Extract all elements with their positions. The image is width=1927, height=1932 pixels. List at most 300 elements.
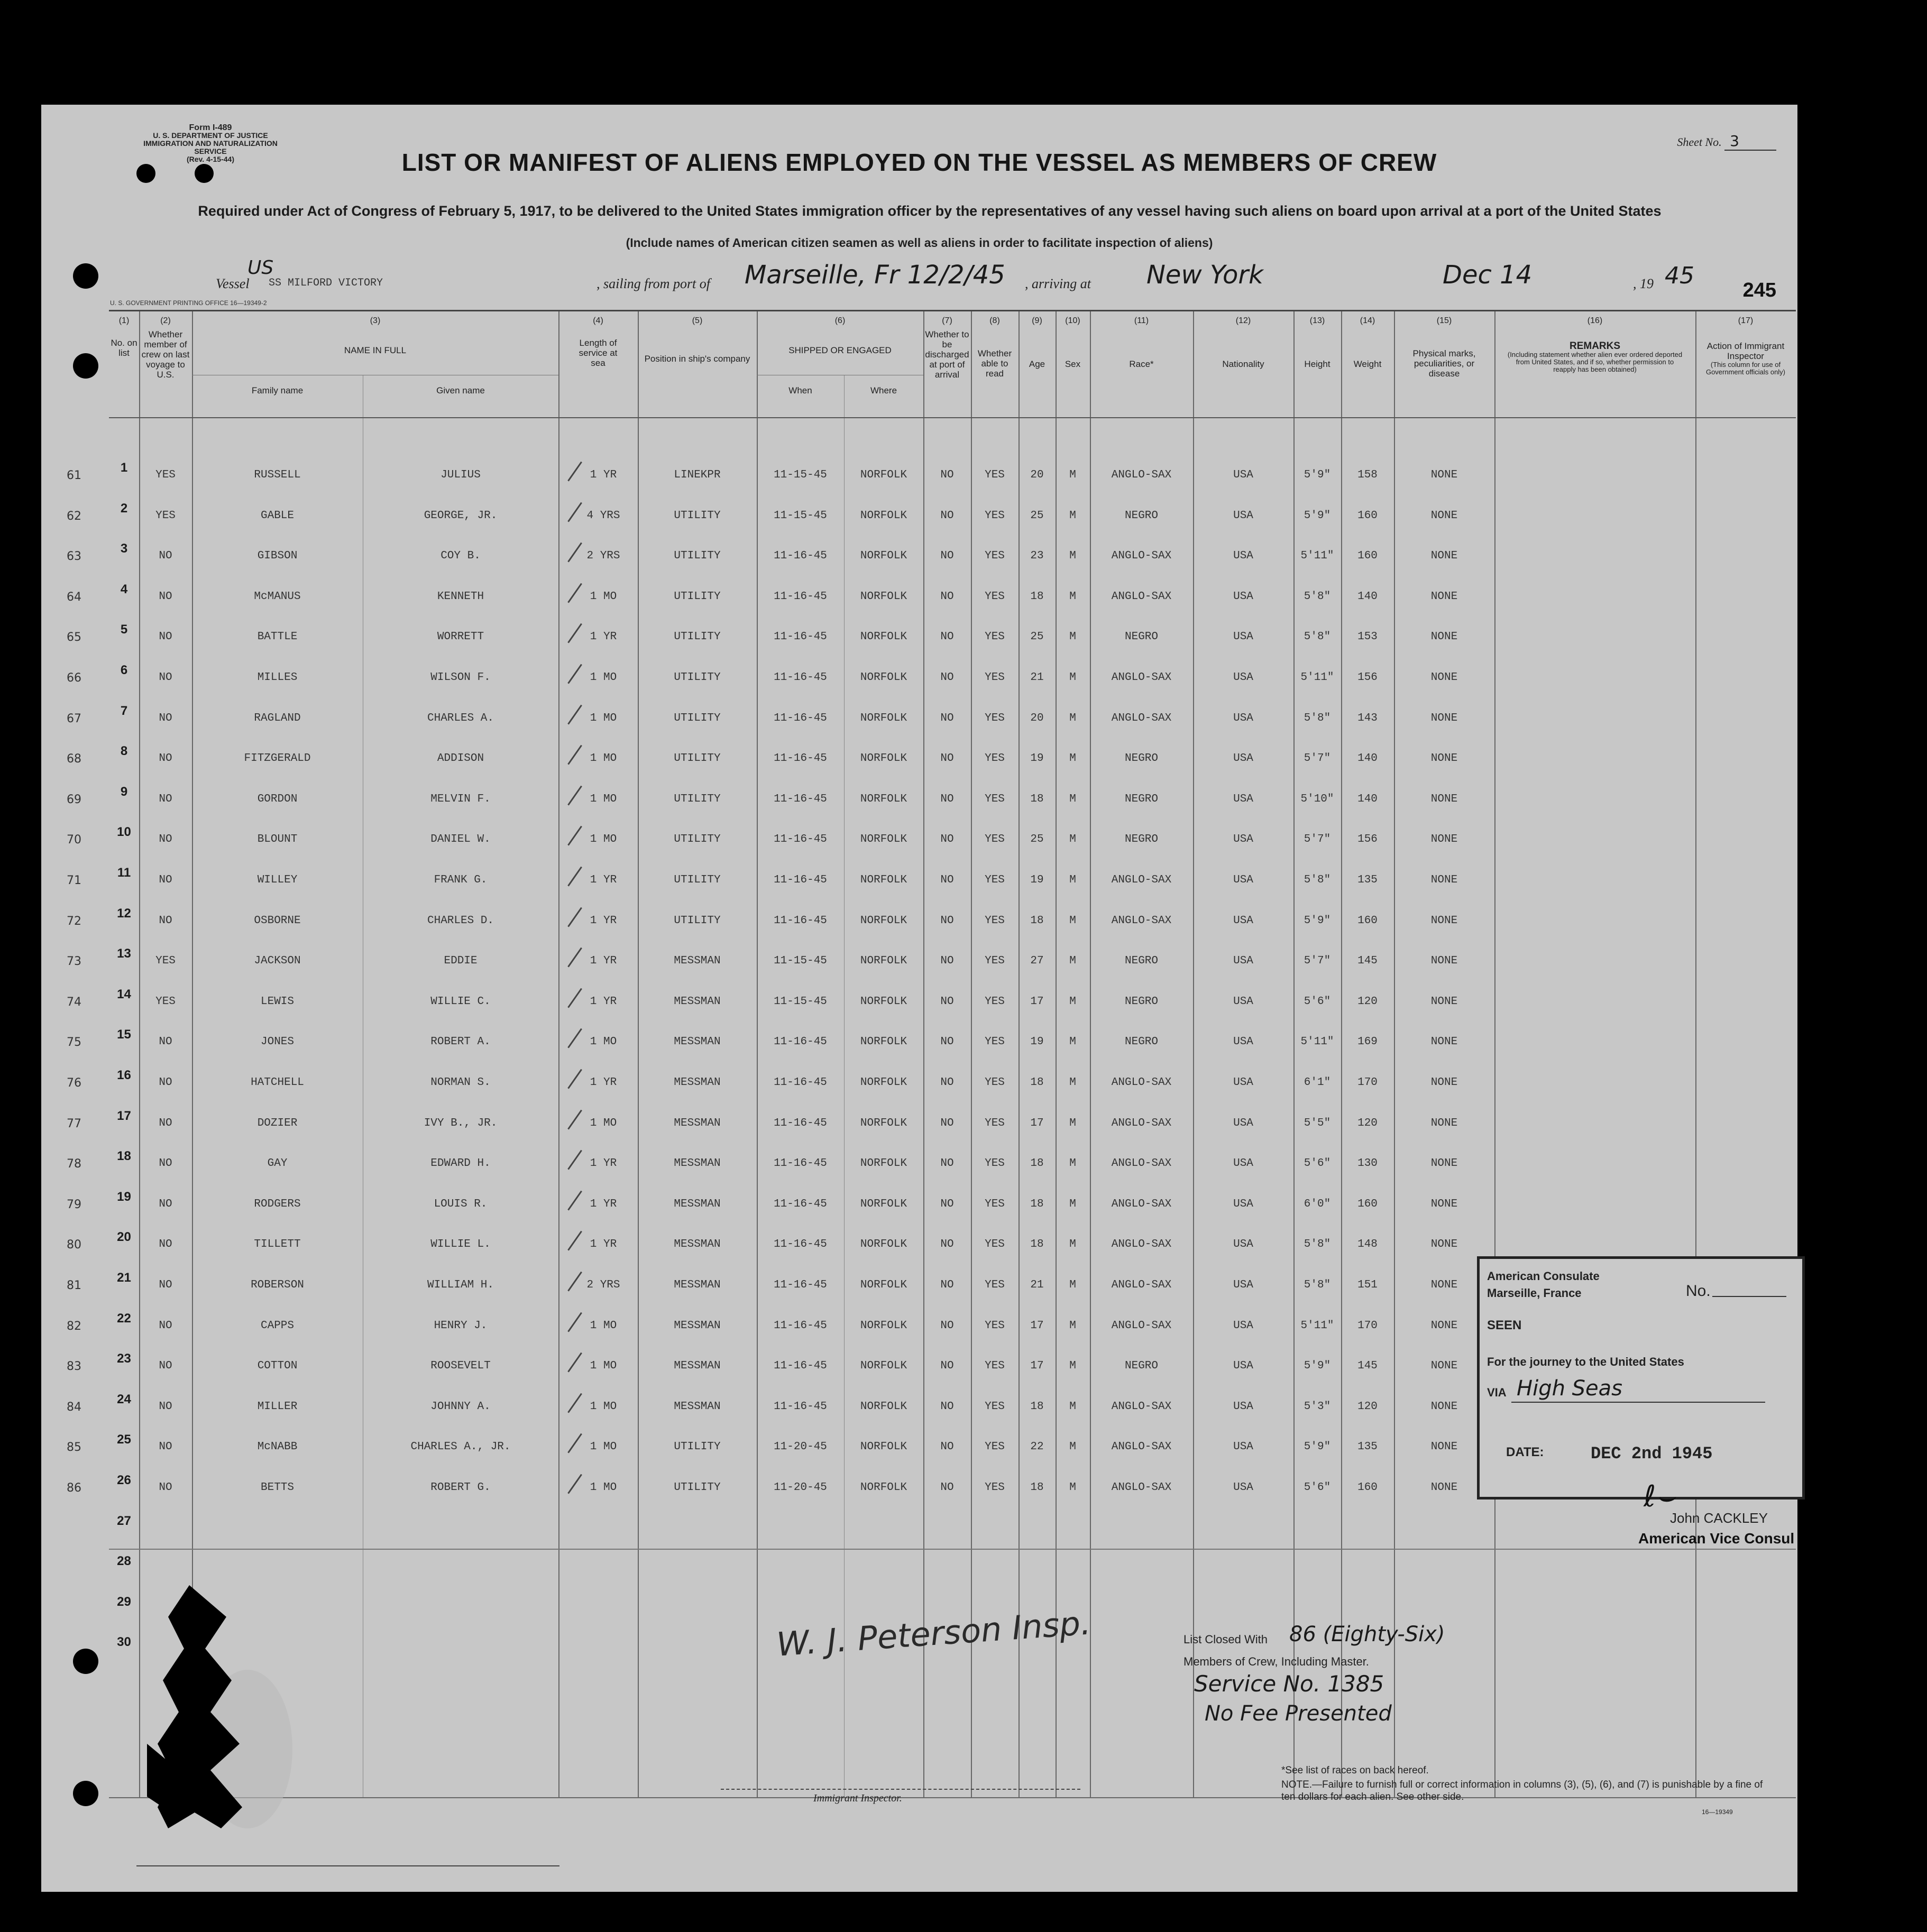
fee-note: No Fee Presented [1205, 1701, 1392, 1726]
header-age: Age [1029, 359, 1045, 369]
cell-no: 13 [117, 946, 131, 961]
table-row [67, 1189, 1796, 1213]
cell-weight: 156 [1357, 671, 1378, 684]
cell-sex: M [1069, 1077, 1076, 1089]
cell-position: UTILITY [674, 1441, 721, 1453]
cell-sex: M [1069, 752, 1076, 765]
cell-when: 11-16-45 [774, 1157, 827, 1170]
header-weight: Weight [1353, 359, 1382, 369]
cell-family: HATCHELL [251, 1077, 304, 1089]
cell-prev: NO [159, 1157, 172, 1170]
cell-when: 11-16-45 [774, 752, 827, 765]
cell-when: 11-16-45 [774, 671, 827, 684]
cell-no: 20 [117, 1230, 131, 1245]
cell-when: 11-15-45 [774, 469, 827, 481]
cell-prev: NO [159, 914, 172, 927]
cell-where: NORFOLK [860, 590, 907, 603]
arriving-label: , arriving at [1025, 276, 1091, 291]
cell-service: 1 MO [590, 1117, 617, 1129]
cell-given: DANIEL W. [430, 833, 491, 846]
cell-no: 27 [117, 1513, 131, 1528]
cell-position: MESSMAN [674, 1238, 721, 1251]
cell-race: NEGRO [1124, 631, 1158, 643]
cell-marks: NONE [1430, 1077, 1458, 1089]
cell-age: 19 [1030, 752, 1044, 765]
cell-race: ANGLO-SAX [1111, 469, 1172, 481]
cell-no: 23 [117, 1351, 131, 1366]
col-num: (6) [834, 316, 846, 325]
cell-weight: 145 [1357, 1360, 1378, 1373]
cell-height: 5'6" [1304, 1482, 1331, 1494]
cell-where: NORFOLK [860, 1360, 907, 1373]
cell-service: 1 YR [590, 874, 617, 886]
table-row [67, 784, 1796, 808]
header-remarks-note: (Including statement whether alien ever ordered deported from United States, and if so, whether permission to reapply has been obtained) [1507, 351, 1683, 373]
cell-nat: USA [1233, 1279, 1253, 1291]
cell-when: 11-16-45 [774, 712, 827, 724]
cell-height: 5'3" [1304, 1400, 1331, 1413]
cell-sex: M [1069, 874, 1076, 886]
cell-marks: NONE [1430, 1482, 1458, 1494]
cell-height: 5'8" [1304, 1238, 1331, 1251]
cell-when: 11-16-45 [774, 590, 827, 603]
header-action [1698, 341, 1793, 376]
cell-nat: USA [1233, 874, 1253, 886]
col-num: (2) [160, 316, 171, 325]
cell-service: 1 YR [590, 1238, 617, 1251]
table-row [67, 1149, 1796, 1172]
cell-race: ANGLO-SAX [1111, 1400, 1172, 1413]
cell-read: YES [985, 712, 1005, 724]
cell-prev: NO [159, 752, 172, 765]
cell-sex: M [1069, 1441, 1076, 1453]
members-label: Members of Crew, Including Master. [1183, 1655, 1369, 1668]
margin-number: 73 [67, 955, 81, 969]
header-where: Where [870, 385, 897, 395]
cell-marks: NONE [1430, 1360, 1458, 1373]
cell-family: OSBORNE [254, 914, 301, 927]
col-num: (7) [942, 316, 952, 325]
cell-sex: M [1069, 590, 1076, 603]
cell-sex: M [1069, 1036, 1076, 1048]
header-read: Whether able to read [977, 348, 1012, 379]
cell-position: UTILITY [674, 833, 721, 846]
cell-age: 22 [1030, 1441, 1044, 1453]
include-note: (Include names of American citizen seamen as well as aliens in order to facilitate inspection of aliens) [626, 236, 1213, 250]
cell-service: 1 MO [590, 671, 617, 684]
cell-given: MELVIN F. [430, 793, 491, 805]
cell-disch: NO [940, 1198, 954, 1210]
cell-age: 17 [1030, 1117, 1044, 1129]
header-remarks-title: REMARKS [1569, 341, 1621, 352]
header-prev-voyage: Whether member of crew on last voyage to U.S. [141, 329, 190, 380]
cell-marks: NONE [1430, 793, 1458, 805]
col-num: (14) [1360, 316, 1375, 325]
header-action-title: Action of Immigrant Inspector [1706, 341, 1785, 361]
cell-where: NORFOLK [860, 712, 907, 724]
cell-weight: 169 [1357, 1036, 1378, 1048]
form-revision: (Rev. 4-15-44) [186, 155, 234, 163]
cell-disch: NO [940, 590, 954, 603]
header-height: Height [1304, 359, 1330, 369]
cell-race: ANGLO-SAX [1111, 671, 1172, 684]
stamp-via-value: High Seas [1517, 1376, 1622, 1401]
cell-nat: USA [1233, 1238, 1253, 1251]
cell-weight: 143 [1357, 712, 1378, 724]
cell-given: WORRETT [437, 631, 484, 643]
cell-disch: NO [940, 631, 954, 643]
cell-prev: NO [159, 1279, 172, 1291]
cell-service: 1 MO [590, 752, 617, 765]
stamp-via-line [1511, 1402, 1765, 1403]
cell-no: 11 [117, 866, 131, 880]
cell-position: UTILITY [674, 874, 721, 886]
cell-service: 1 MO [590, 1036, 617, 1048]
header-given-name: Given name [436, 385, 485, 395]
cell-family: BATTLE [257, 631, 298, 643]
cell-given: ROBERT A. [430, 1036, 491, 1048]
cell-marks: NONE [1430, 631, 1458, 643]
cell-position: UTILITY [674, 509, 721, 522]
cell-weight: 156 [1357, 833, 1378, 846]
cell-position: MESSMAN [674, 1319, 721, 1332]
cell-read: YES [985, 833, 1005, 846]
cell-marks: NONE [1430, 1400, 1458, 1413]
cell-height: 6'1" [1304, 1077, 1331, 1089]
header-shipped: SHIPPED OR ENGAGED [788, 345, 892, 355]
cell-nat: USA [1233, 509, 1253, 522]
cell-prev: NO [159, 712, 172, 724]
cell-given: NORMAN S. [430, 1077, 491, 1089]
cell-nat: USA [1233, 1441, 1253, 1453]
cell-age: 20 [1030, 712, 1044, 724]
cell-position: MESSMAN [674, 955, 721, 968]
cell-where: NORFOLK [860, 955, 907, 968]
cell-given: ROOSEVELT [430, 1360, 491, 1373]
cell-position: UTILITY [674, 1482, 721, 1494]
cell-age: 18 [1030, 793, 1044, 805]
cell-family: TILLETT [254, 1238, 301, 1251]
service-number: Service No. 1385 [1194, 1671, 1384, 1697]
cell-disch: NO [940, 752, 954, 765]
cell-no: 30 [117, 1635, 131, 1650]
cell-marks: NONE [1430, 1319, 1458, 1332]
cell-marks: NONE [1430, 550, 1458, 563]
margin-number: 75 [67, 1036, 81, 1050]
cell-read: YES [985, 1482, 1005, 1494]
cell-age: 18 [1030, 590, 1044, 603]
cell-family: CAPPS [260, 1319, 294, 1332]
cell-marks: NONE [1430, 833, 1458, 846]
header-action-note: (This column for use of Government officials only) [1705, 361, 1786, 376]
cell-sex: M [1069, 469, 1076, 481]
cell-family: GORDON [257, 793, 298, 805]
margin-number: 66 [67, 671, 81, 685]
list-closed-label: List Closed With [1183, 1633, 1268, 1646]
cell-where: NORFOLK [860, 1482, 907, 1494]
cell-height: 5'11" [1300, 550, 1334, 563]
margin-number: 64 [67, 590, 81, 604]
margin-number: 61 [67, 469, 81, 482]
cell-no: 2 [120, 501, 128, 516]
crew-table [67, 310, 1796, 1798]
cell-where: NORFOLK [860, 1117, 907, 1129]
margin-number: 63 [67, 550, 81, 564]
cell-no: 15 [117, 1027, 131, 1042]
cell-position: MESSMAN [674, 1077, 721, 1089]
col-num: (13) [1309, 316, 1325, 325]
cell-position: MESSMAN [674, 1400, 721, 1413]
table-row [67, 461, 1796, 484]
cell-when: 11-16-45 [774, 1319, 827, 1332]
cell-weight: 158 [1357, 469, 1378, 481]
header-family-name: Family name [251, 385, 304, 395]
stamp-date-value: DEC 2nd 1945 [1591, 1444, 1713, 1464]
cell-nat: USA [1233, 469, 1253, 481]
cell-sex: M [1069, 955, 1076, 968]
embossed-seal [147, 1585, 295, 1828]
table-row [67, 582, 1796, 605]
cell-age: 19 [1030, 1036, 1044, 1048]
cell-marks: NONE [1430, 955, 1458, 968]
cell-no: 16 [117, 1068, 131, 1082]
cell-read: YES [985, 1319, 1005, 1332]
cell-service: 2 YRS [586, 1279, 620, 1291]
cell-disch: NO [940, 793, 954, 805]
cell-nat: USA [1233, 955, 1253, 968]
cell-age: 25 [1030, 833, 1044, 846]
cell-race: ANGLO-SAX [1111, 1319, 1172, 1332]
cell-family: MILLER [257, 1400, 298, 1413]
vessel-label: Vessel [216, 276, 250, 291]
cell-given: WILLIE C. [430, 995, 491, 1008]
cell-when: 11-20-45 [774, 1441, 827, 1453]
cell-weight: 135 [1357, 874, 1378, 886]
cell-service: 1 YR [590, 1077, 617, 1089]
table-row [67, 906, 1796, 930]
cell-where: NORFOLK [860, 469, 907, 481]
cell-given: HENRY J. [434, 1319, 488, 1332]
margin-number: 82 [67, 1319, 81, 1333]
cell-position: UTILITY [674, 712, 721, 724]
header-when: When [788, 385, 812, 395]
cell-marks: NONE [1430, 1157, 1458, 1170]
cell-race: NEGRO [1124, 995, 1158, 1008]
cell-sex: M [1069, 995, 1076, 1008]
cell-read: YES [985, 955, 1005, 968]
table-row [67, 622, 1796, 646]
cell-race: ANGLO-SAX [1111, 550, 1172, 563]
col-num: (1) [118, 316, 130, 325]
table-row [67, 541, 1796, 565]
cell-when: 11-15-45 [774, 509, 827, 522]
cell-race: NEGRO [1124, 955, 1158, 968]
margin-number: 71 [67, 874, 81, 887]
consul-title: American Vice Consul [1638, 1530, 1795, 1547]
cell-nat: USA [1233, 590, 1253, 603]
cell-position: MESSMAN [674, 1279, 721, 1291]
cell-no: 21 [117, 1271, 131, 1285]
cell-service: 1 MO [590, 1360, 617, 1373]
cell-height: 5'9" [1304, 509, 1331, 522]
cell-where: NORFOLK [860, 671, 907, 684]
cell-given: FRANK G. [434, 874, 488, 886]
cell-race: ANGLO-SAX [1111, 1157, 1172, 1170]
cell-given: COY B. [441, 550, 481, 563]
cell-given: ADDISON [437, 752, 484, 765]
cell-prev: NO [159, 874, 172, 886]
cell-service: 1 MO [590, 1400, 617, 1413]
cell-height: 6'0" [1304, 1198, 1331, 1210]
cell-family: ROBERSON [251, 1279, 304, 1291]
cell-age: 18 [1030, 1238, 1044, 1251]
form-department: U. S. DEPARTMENT OF JUSTICE [153, 131, 268, 140]
table-row [67, 866, 1796, 889]
cell-sex: M [1069, 1279, 1076, 1291]
cell-no: 26 [117, 1473, 131, 1487]
cell-height: 5'8" [1304, 712, 1331, 724]
cell-no: 17 [117, 1108, 131, 1123]
cell-family: BETTS [260, 1482, 294, 1494]
cell-prev: NO [159, 1482, 172, 1494]
header-no-on-list: No. on list [111, 338, 137, 358]
cell-nat: USA [1233, 712, 1253, 724]
cell-nat: USA [1233, 550, 1253, 563]
cell-position: MESSMAN [674, 1036, 721, 1048]
cell-weight: 140 [1357, 793, 1378, 805]
cell-where: NORFOLK [860, 1238, 907, 1251]
form-number: Form I-489 [189, 123, 232, 132]
cell-prev: NO [159, 793, 172, 805]
footer-line [136, 1865, 559, 1866]
cell-when: 11-16-45 [774, 793, 827, 805]
cell-given: WILSON F. [430, 671, 491, 684]
cell-when: 11-15-45 [774, 955, 827, 968]
cell-read: YES [985, 590, 1005, 603]
cell-family: LEWIS [260, 995, 294, 1008]
cell-no: 4 [120, 582, 128, 596]
col-num: (5) [692, 316, 703, 325]
cell-disch: NO [940, 1117, 954, 1129]
cell-no: 6 [120, 663, 128, 677]
cell-marks: NONE [1430, 874, 1458, 886]
cell-where: NORFOLK [860, 1198, 907, 1210]
cell-prev: NO [159, 1360, 172, 1373]
cell-where: NORFOLK [860, 1319, 907, 1332]
cell-nat: USA [1233, 1482, 1253, 1494]
cell-height: 5'8" [1304, 590, 1331, 603]
col-num: (3) [370, 316, 381, 325]
cell-height: 5'8" [1304, 631, 1331, 643]
cell-age: 21 [1030, 671, 1044, 684]
cell-age: 18 [1030, 1157, 1044, 1170]
cell-when: 11-16-45 [774, 1279, 827, 1291]
cell-service: 1 YR [590, 955, 617, 968]
cell-family: WILLEY [257, 874, 298, 886]
inspector-signature: W. J. Peterson Insp. [775, 1603, 1092, 1664]
cell-position: MESSMAN [674, 1198, 721, 1210]
cell-family: JONES [260, 1036, 294, 1048]
header-divider [109, 417, 1796, 418]
cell-nat: USA [1233, 1036, 1253, 1048]
cell-when: 11-16-45 [774, 874, 827, 886]
cell-prev: NO [159, 1117, 172, 1129]
header-discharged: Whether to be discharged at port of arrival [925, 329, 969, 380]
cell-read: YES [985, 1279, 1005, 1291]
cell-disch: NO [940, 1279, 954, 1291]
cell-height: 5'11" [1300, 671, 1334, 684]
inspector-line [721, 1789, 1080, 1790]
cell-marks: NONE [1430, 1238, 1458, 1251]
footer-code: 16—19349 [1702, 1808, 1733, 1816]
cell-sex: M [1069, 509, 1076, 522]
cell-weight: 160 [1357, 509, 1378, 522]
cell-family: McMANUS [254, 590, 301, 603]
cell-read: YES [985, 793, 1005, 805]
cell-no: 5 [120, 622, 128, 637]
immigrant-inspector-label: Immigrant Inspector. [813, 1792, 902, 1804]
col-num: (11) [1134, 316, 1149, 325]
col-num: (17) [1738, 316, 1754, 325]
consul-signature-mark: ℓ⌣ [1644, 1479, 1675, 1514]
cell-height: 5'6" [1304, 1157, 1331, 1170]
cell-nat: USA [1233, 1400, 1253, 1413]
punch-hole [73, 1781, 98, 1806]
stamp-date-label: DATE: [1506, 1445, 1544, 1459]
table-bottom-rule [109, 1549, 1796, 1550]
cell-age: 18 [1030, 914, 1044, 927]
cell-when: 11-16-45 [774, 631, 827, 643]
margin-number: 67 [67, 712, 81, 725]
col-num: (4) [593, 316, 603, 325]
cell-disch: NO [940, 1238, 954, 1251]
cell-family: COTTON [257, 1360, 298, 1373]
cell-sex: M [1069, 1319, 1076, 1332]
cell-weight: 153 [1357, 631, 1378, 643]
cell-disch: NO [940, 1077, 954, 1089]
cell-disch: NO [940, 955, 954, 968]
subtitle: Required under Act of Congress of February 5, 1917, to be delivered to the United States immigration officer by the representatives of any vessel having such aliens on board upon arrival at a port of the United States [198, 203, 1662, 219]
cell-nat: USA [1233, 631, 1253, 643]
cell-age: 25 [1030, 631, 1044, 643]
cell-race: NEGRO [1124, 793, 1158, 805]
cell-age: 25 [1030, 509, 1044, 522]
cell-where: NORFOLK [860, 833, 907, 846]
cell-read: YES [985, 874, 1005, 886]
margin-number: 80 [67, 1238, 81, 1252]
col-num: (15) [1436, 316, 1452, 325]
cell-read: YES [985, 631, 1005, 643]
cell-read: YES [985, 1360, 1005, 1373]
cell-age: 17 [1030, 995, 1044, 1008]
cell-service: 1 YR [590, 469, 617, 481]
cell-weight: 160 [1357, 914, 1378, 927]
cell-height: 5'8" [1304, 874, 1331, 886]
cell-weight: 140 [1357, 590, 1378, 603]
cell-read: YES [985, 550, 1005, 563]
cell-given: EDWARD H. [430, 1157, 491, 1170]
cell-no: 1 [120, 461, 128, 475]
cell-weight: 120 [1357, 1400, 1378, 1413]
margin-number: 72 [67, 914, 81, 928]
cell-read: YES [985, 671, 1005, 684]
cell-where: NORFOLK [860, 1157, 907, 1170]
margin-number: 84 [67, 1400, 81, 1414]
sheet-number-value: 3 [1724, 132, 1776, 151]
stamp-no-line [1712, 1296, 1786, 1297]
cell-given: JOHNNY A. [430, 1400, 491, 1413]
cell-nat: USA [1233, 671, 1253, 684]
